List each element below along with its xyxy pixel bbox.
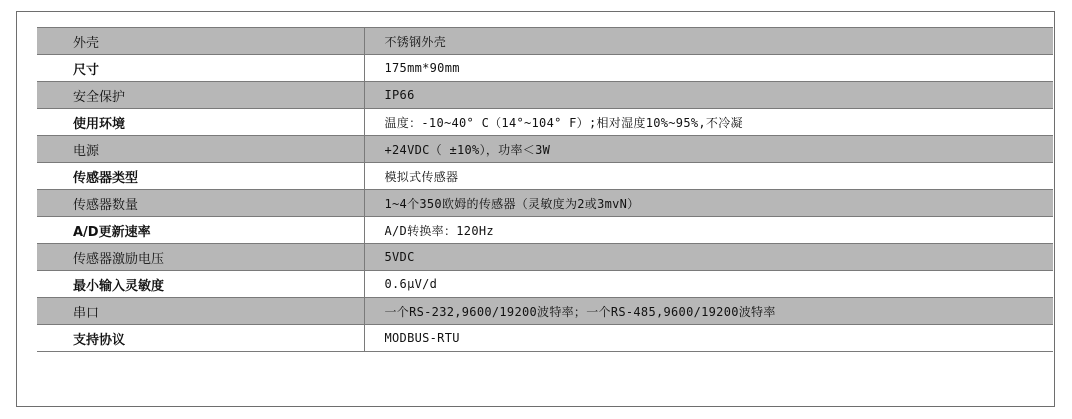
table-row: [37, 28, 1053, 55]
spec-label: 安全保护: [37, 82, 364, 109]
spec-value: 175mm*90mm: [364, 55, 1053, 82]
table-row: [37, 271, 1053, 298]
spec-label: 传感器数量: [37, 190, 364, 217]
spec-value: 不锈钢外壳: [364, 28, 1053, 55]
spec-table: [37, 27, 1053, 352]
spec-value: 模拟式传感器: [364, 163, 1053, 190]
spec-value: 1~4个350欧姆的传感器（灵敏度为2或3mvN）: [364, 190, 1053, 217]
spec-value: 一个RS-232,9600/19200波特率；一个RS-485,9600/19200波特率: [364, 298, 1053, 325]
spec-label: 传感器类型: [37, 163, 364, 190]
spec-label: A/D更新速率: [37, 217, 364, 244]
table-row: [37, 217, 1053, 244]
spec-label: 传感器激励电压: [37, 244, 364, 271]
spec-value: 0.6μV/d: [364, 271, 1053, 298]
spec-value: +24VDC（ ±10%），功率＜3W: [364, 136, 1053, 163]
spec-label: 电源: [37, 136, 364, 163]
table-row: [37, 163, 1053, 190]
spec-value: 温度：-10~40° C（14°~104° F）;相对湿度10%~95%,不冷凝: [364, 109, 1053, 136]
spec-value: 5VDC: [364, 244, 1053, 271]
spec-label: 支持协议: [37, 325, 364, 352]
table-row: [37, 190, 1053, 217]
spec-label: 外壳: [37, 28, 364, 55]
table-row: [37, 298, 1053, 325]
table-row: [37, 55, 1053, 82]
table-row: [37, 109, 1053, 136]
table-row: [37, 136, 1053, 163]
spec-label: 串口: [37, 298, 364, 325]
spec-label: 最小输入灵敏度: [37, 271, 364, 298]
spec-value: A/D转换率：120Hz: [364, 217, 1053, 244]
table-row: [37, 325, 1053, 352]
table-row: [37, 244, 1053, 271]
spec-value: IP66: [364, 82, 1053, 109]
spec-value: MODBUS-RTU: [364, 325, 1053, 352]
spec-label: 尺寸: [37, 55, 364, 82]
table-row: [37, 82, 1053, 109]
spec-label: 使用环境: [37, 109, 364, 136]
